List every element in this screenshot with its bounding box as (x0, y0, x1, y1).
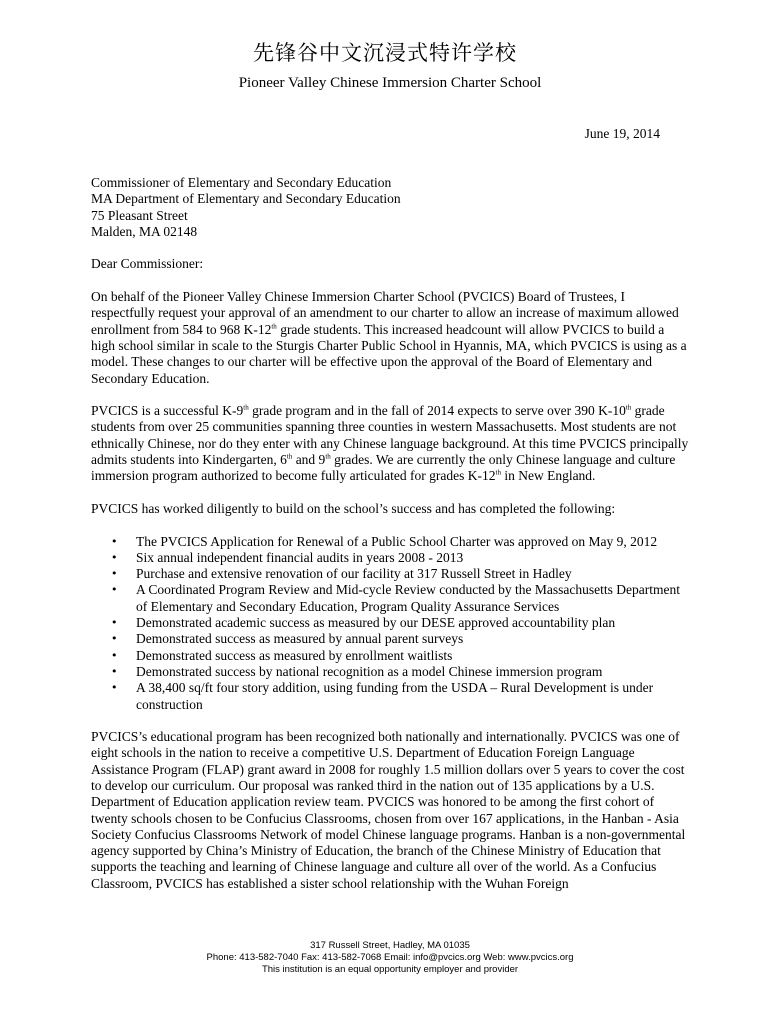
bullet-icon: • (111, 616, 118, 630)
bullet-icon: • (111, 583, 118, 597)
list-item (91, 615, 691, 631)
text-segment: grade program and in the fall of 2014 expects to serve over 390 K-10 (248, 403, 626, 419)
footer-notice: This institution is an equal opportunity employer and provider (261, 964, 519, 975)
list-item-text: Demonstrated success as measured by enrollment waitlists (136, 647, 453, 663)
ordinal-suffix: th (243, 403, 249, 412)
list-item (91, 550, 691, 566)
list-item-text: Purchase and extensive renovation of our facility at 317 Russell Street in Hadley (136, 566, 572, 582)
recipient-line: MA Department of Elementary and Secondary Education (91, 191, 401, 207)
letter-date: June 19, 2014 (584, 126, 660, 141)
ordinal-suffix: th (495, 468, 501, 477)
paragraph-recognition: PVCICS’s educational program has been recognized both nationally and internationally. PVCICS was one of eight schools in the nation to receive a competitive U.S. Department of Education Foreign Language Assistance Program (FLAP) grant award in 2008 for roughly 1.5 million dollars over 5 years to cover the cost to develop our curriculum. Our proposal was ranked third in the nation out of 135 applications by a U.S. Department of Education application review team. PVCICS was honored to be among the first cohort of twenty schools chosen to be Confucius Classrooms, chosen from over 167 applications, in the Hanban - Asia Society Confucius Classrooms Network of model Chinese language programs. Hanban is a non-governmental agency supported by China’s Ministry of Education, the branch of the Chinese Ministry of Education that supports the teaching and learning of Chinese language and culture all over of the world. As a Confucius Classroom, PVCICS has established a sister school relationship with the Wuhan Foreign (91, 729, 686, 891)
list-item (91, 664, 691, 680)
ordinal-suffix: th (625, 403, 632, 412)
list-item-text: The PVCICS Application for Renewal of a Public School Charter was approved on May 9, 2012 (136, 533, 658, 549)
list-item (91, 680, 691, 713)
recipient-line: 75 Pleasant Street (91, 207, 188, 223)
footer-contact: Phone: 413-582-7040 Fax: 413-582-7068 Email: info@pvcics.org Web: www.pvcics.org (206, 952, 574, 963)
bullet-icon: • (111, 681, 118, 695)
letterhead-chinese-name: 先锋谷中文沉浸式特许学校 (253, 41, 517, 65)
list-item-text: Six annual independent financial audits in years 2008 - 2013 (136, 549, 464, 565)
list-item (91, 566, 691, 582)
bullet-icon: • (111, 632, 118, 646)
letterhead-school-name: Pioneer Valley Chinese Immersion Charter School (238, 75, 542, 91)
paragraph-intro-list: PVCICS has worked diligently to build on the school’s success and has completed the following: (91, 500, 616, 516)
text-segment: and 9 (292, 452, 326, 468)
recipient-line: Malden, MA 02148 (91, 223, 198, 239)
list-item-text: A 38,400 sq/ft four story addition, using funding from the USDA – Rural Development is under construction (136, 680, 654, 712)
bullet-icon: • (111, 534, 118, 548)
recipient-address (91, 175, 691, 240)
letter-body (91, 175, 691, 908)
list-item-text: Demonstrated academic success as measured by our DESE approved accountability plan (136, 615, 616, 631)
list-item-text: Demonstrated success by national recognition as a model Chinese immersion program (136, 663, 603, 679)
text-segment: PVCICS is a successful K-9 (91, 403, 244, 419)
bullet-icon: • (111, 648, 118, 662)
bullet-icon: • (111, 664, 118, 678)
paragraph-request (91, 289, 691, 387)
bullet-icon: • (111, 550, 118, 564)
list-item-text: A Coordinated Program Review and Mid-cycle Review conducted by the Massachusetts Department of Elementary and Secondary Education, Program Quality Assurance Services (136, 582, 680, 614)
text-segment: grades. We are currently the only Chinese language and culture immersion program authorized to become fully articulated for grades K-12 (91, 452, 676, 484)
list-item-text: Demonstrated success as measured by annual parent surveys (136, 631, 464, 647)
ordinal-suffix: th (286, 452, 293, 461)
text-segment: in New England. (500, 468, 596, 484)
list-item (91, 582, 691, 615)
text-segment: grade students from over 25 communities spanning three counties in western Massachusetts. Most students are not ethnically Chinese, nor do they enter with any Chinese language background. At this time PVCICS principally admits students into Kindergarten, 6 (91, 403, 689, 468)
list-item (91, 648, 691, 664)
text-segment: On behalf of the Pioneer Valley Chinese Immersion Charter School (PVCICS) Board of Trustees, I respectfully request your approval of an amendment to our charter to allow an increase of maximum allowed enrollment from 584 to 968 K-12 (91, 289, 679, 337)
achievements-list (91, 534, 691, 713)
bullet-icon: • (111, 567, 118, 581)
list-item (91, 534, 691, 550)
footer-address: 317 Russell Street, Hadley, MA 01035 (310, 940, 470, 951)
salutation: Dear Commissioner: (91, 256, 204, 272)
text-segment: grade students. This increased headcount will allow PVCICS to build a high school similar in scale to the Sturgis Charter Public School in Hyannis, MA, which PVCICS is using as a model. These changes to our charter will be effective upon the approval of the Board of Elementary and Secondary Education. (91, 321, 687, 386)
letter-footer (0, 940, 770, 976)
list-item (91, 631, 691, 647)
ordinal-suffix: th (271, 322, 277, 331)
recipient-line: Commissioner of Elementary and Secondary Education (91, 175, 392, 190)
paragraph-program (91, 403, 691, 484)
ordinal-suffix: th (325, 452, 331, 461)
